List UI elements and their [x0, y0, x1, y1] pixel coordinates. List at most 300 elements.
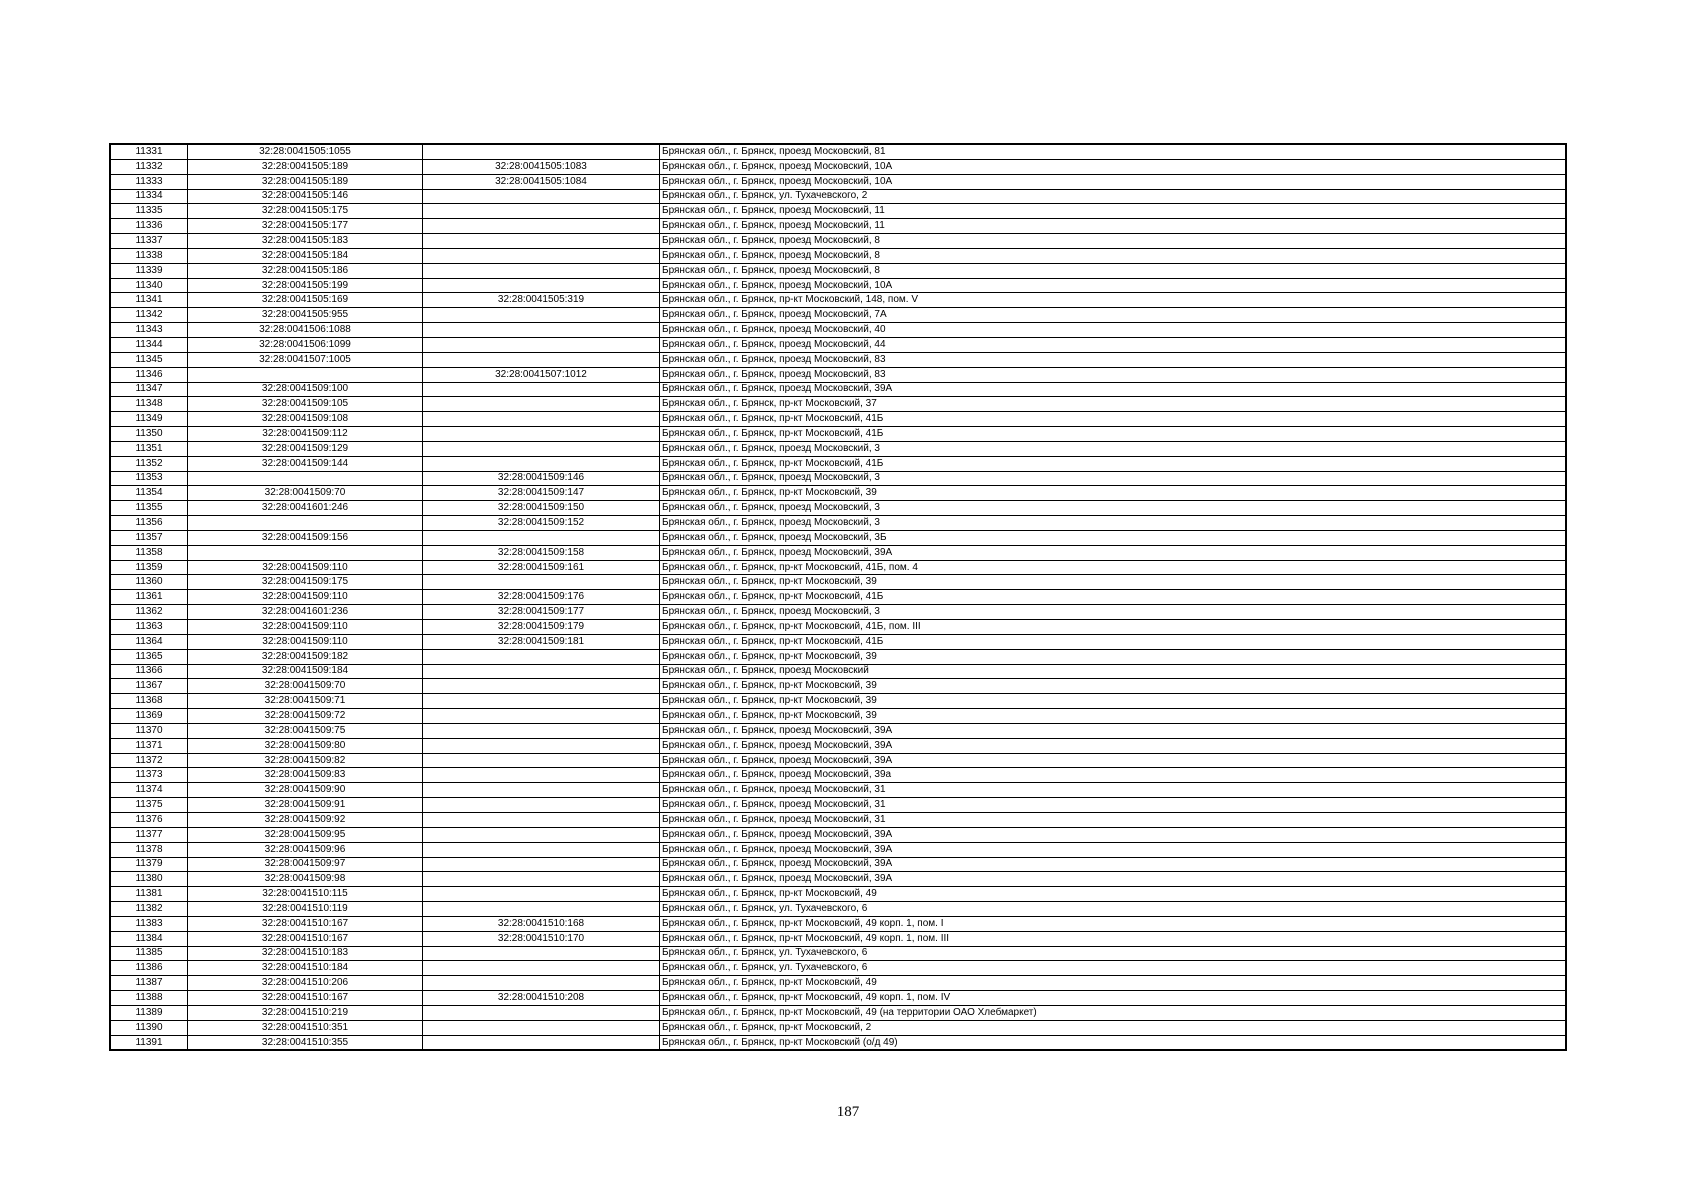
row-number-cell: 11375	[110, 798, 188, 813]
cadastral-number-cell: 32:28:0041509:144	[188, 456, 423, 471]
related-cadastral-number-cell	[423, 798, 660, 813]
row-number-cell: 11348	[110, 397, 188, 412]
row-number-cell: 11380	[110, 872, 188, 887]
related-cadastral-number-cell	[423, 902, 660, 917]
cadastral-number-cell: 32:28:0041510:206	[188, 976, 423, 991]
row-number-cell: 11358	[110, 545, 188, 560]
row-number-cell: 11356	[110, 516, 188, 531]
row-number-cell: 11343	[110, 323, 188, 338]
address-cell: Брянская обл., г. Брянск, пр-кт Московский, 2	[660, 1020, 1567, 1035]
row-number-cell: 11346	[110, 367, 188, 382]
cadastral-number-cell: 32:28:0041509:108	[188, 412, 423, 427]
cadastral-number-cell: 32:28:0041510:119	[188, 902, 423, 917]
cadastral-number-cell: 32:28:0041509:92	[188, 812, 423, 827]
address-cell: Брянская обл., г. Брянск, проезд Московский, 83	[660, 352, 1567, 367]
row-number-cell: 11338	[110, 248, 188, 263]
row-number-cell: 11376	[110, 812, 188, 827]
address-cell: Брянская обл., г. Брянск, проезд Московский, 39А	[660, 857, 1567, 872]
related-cadastral-number-cell	[423, 427, 660, 442]
table-row	[110, 887, 1566, 902]
related-cadastral-number-cell: 32:28:0041509:147	[423, 486, 660, 501]
address-cell: Брянская обл., г. Брянск, проезд Московский, 3Б	[660, 530, 1567, 545]
address-cell: Брянская обл., г. Брянск, проезд Московский, 10А	[660, 159, 1567, 174]
cadastral-number-cell: 32:28:0041509:100	[188, 382, 423, 397]
related-cadastral-number-cell	[423, 872, 660, 887]
row-number-cell: 11353	[110, 471, 188, 486]
cadastral-number-cell: 32:28:0041510:183	[188, 946, 423, 961]
row-number-cell: 11368	[110, 694, 188, 709]
table-row	[110, 144, 1566, 159]
table-row	[110, 605, 1566, 620]
related-cadastral-number-cell	[423, 738, 660, 753]
cadastral-number-cell: 32:28:0041601:236	[188, 605, 423, 620]
address-cell: Брянская обл., г. Брянск, пр-кт Московский, 41Б	[660, 412, 1567, 427]
table-row	[110, 248, 1566, 263]
address-cell: Брянская обл., г. Брянск, пр-кт Московский, 39	[660, 575, 1567, 590]
address-cell: Брянская обл., г. Брянск, проезд Московский, 39А	[660, 382, 1567, 397]
table-row	[110, 961, 1566, 976]
cadastral-number-cell: 32:28:0041509:156	[188, 530, 423, 545]
row-number-cell: 11387	[110, 976, 188, 991]
cadastral-number-cell: 32:28:0041509:110	[188, 560, 423, 575]
cadastral-number-cell: 32:28:0041505:184	[188, 248, 423, 263]
table-row	[110, 382, 1566, 397]
cadastral-number-cell: 32:28:0041505:169	[188, 293, 423, 308]
address-cell: Брянская обл., г. Брянск, проезд Московский, 39а	[660, 768, 1567, 783]
related-cadastral-number-cell: 32:28:0041507:1012	[423, 367, 660, 382]
registry-table	[109, 143, 1567, 1051]
address-cell: Брянская обл., г. Брянск, проезд Московский, 11	[660, 219, 1567, 234]
cadastral-number-cell: 32:28:0041509:97	[188, 857, 423, 872]
table-row	[110, 738, 1566, 753]
row-number-cell: 11377	[110, 827, 188, 842]
related-cadastral-number-cell	[423, 827, 660, 842]
table-row	[110, 590, 1566, 605]
row-number-cell: 11357	[110, 530, 188, 545]
table-row	[110, 516, 1566, 531]
cadastral-number-cell: 32:28:0041509:112	[188, 427, 423, 442]
cadastral-number-cell: 32:28:0041509:96	[188, 842, 423, 857]
row-number-cell: 11373	[110, 768, 188, 783]
cadastral-number-cell: 32:28:0041510:167	[188, 991, 423, 1006]
cadastral-number-cell: 32:28:0041509:75	[188, 723, 423, 738]
table-row	[110, 1005, 1566, 1020]
table-row	[110, 664, 1566, 679]
table-row	[110, 486, 1566, 501]
cadastral-number-cell: 32:28:0041507:1005	[188, 352, 423, 367]
cadastral-number-cell: 32:28:0041510:167	[188, 931, 423, 946]
related-cadastral-number-cell	[423, 382, 660, 397]
row-number-cell: 11390	[110, 1020, 188, 1035]
related-cadastral-number-cell: 32:28:0041509:158	[423, 545, 660, 560]
row-number-cell: 11382	[110, 902, 188, 917]
cadastral-number-cell: 32:28:0041509:82	[188, 753, 423, 768]
cadastral-number-cell	[188, 516, 423, 531]
address-cell: Брянская обл., г. Брянск, проезд Московский, 3	[660, 605, 1567, 620]
cadastral-number-cell: 32:28:0041509:105	[188, 397, 423, 412]
address-cell: Брянская обл., г. Брянск, проезд Московский, 39А	[660, 872, 1567, 887]
cadastral-number-cell: 32:28:0041509:91	[188, 798, 423, 813]
table-row	[110, 931, 1566, 946]
table-row	[110, 278, 1566, 293]
cadastral-number-cell	[188, 545, 423, 560]
table-row	[110, 991, 1566, 1006]
address-cell: Брянская обл., г. Брянск, проезд Московский, 3	[660, 516, 1567, 531]
cadastral-number-cell: 32:28:0041509:83	[188, 768, 423, 783]
table-row	[110, 634, 1566, 649]
table-row	[110, 753, 1566, 768]
related-cadastral-number-cell	[423, 1020, 660, 1035]
cadastral-number-cell: 32:28:0041509:129	[188, 441, 423, 456]
cadastral-number-cell: 32:28:0041510:351	[188, 1020, 423, 1035]
related-cadastral-number-cell: 32:28:0041509:181	[423, 634, 660, 649]
related-cadastral-number-cell	[423, 783, 660, 798]
row-number-cell: 11386	[110, 961, 188, 976]
related-cadastral-number-cell	[423, 219, 660, 234]
address-cell: Брянская обл., г. Брянск, пр-кт Московский, 148, пом. V	[660, 293, 1567, 308]
address-cell: Брянская обл., г. Брянск, проезд Московский, 39А	[660, 723, 1567, 738]
related-cadastral-number-cell	[423, 144, 660, 159]
address-cell: Брянская обл., г. Брянск, пр-кт Московский, 49	[660, 976, 1567, 991]
table-row	[110, 337, 1566, 352]
table-row	[110, 352, 1566, 367]
cadastral-number-cell: 32:28:0041509:70	[188, 679, 423, 694]
cadastral-number-cell: 32:28:0041510:184	[188, 961, 423, 976]
address-cell: Брянская обл., г. Брянск, пр-кт Московский, 41Б	[660, 427, 1567, 442]
table-row	[110, 916, 1566, 931]
page-number: 187	[836, 1104, 860, 1120]
address-cell: Брянская обл., г. Брянск, проезд Московский, 3	[660, 471, 1567, 486]
related-cadastral-number-cell	[423, 323, 660, 338]
related-cadastral-number-cell	[423, 857, 660, 872]
address-cell: Брянская обл., г. Брянск, пр-кт Московский, 41Б, пом. III	[660, 620, 1567, 635]
row-number-cell: 11379	[110, 857, 188, 872]
address-cell: Брянская обл., г. Брянск, проезд Московский, 3	[660, 501, 1567, 516]
cadastral-number-cell: 32:28:0041510:219	[188, 1005, 423, 1020]
related-cadastral-number-cell: 32:28:0041505:1084	[423, 174, 660, 189]
address-cell: Брянская обл., г. Брянск, пр-кт Московский, 49 корп. 1, пом. IV	[660, 991, 1567, 1006]
row-number-cell: 11347	[110, 382, 188, 397]
related-cadastral-number-cell	[423, 664, 660, 679]
row-number-cell: 11342	[110, 308, 188, 323]
related-cadastral-number-cell	[423, 441, 660, 456]
related-cadastral-number-cell	[423, 204, 660, 219]
related-cadastral-number-cell	[423, 397, 660, 412]
table-row	[110, 1035, 1566, 1050]
related-cadastral-number-cell	[423, 352, 660, 367]
row-number-cell: 11371	[110, 738, 188, 753]
address-cell: Брянская обл., г. Брянск, ул. Тухачевского, 6	[660, 902, 1567, 917]
row-number-cell: 11345	[110, 352, 188, 367]
related-cadastral-number-cell	[423, 694, 660, 709]
related-cadastral-number-cell	[423, 679, 660, 694]
cadastral-number-cell: 32:28:0041505:177	[188, 219, 423, 234]
table-row	[110, 768, 1566, 783]
address-cell: Брянская обл., г. Брянск, проезд Московский, 10А	[660, 174, 1567, 189]
related-cadastral-number-cell: 32:28:0041509:177	[423, 605, 660, 620]
table-row	[110, 827, 1566, 842]
table-row	[110, 427, 1566, 442]
address-cell: Брянская обл., г. Брянск, пр-кт Московский, 39	[660, 679, 1567, 694]
row-number-cell: 11332	[110, 159, 188, 174]
address-cell: Брянская обл., г. Брянск, проезд Московский, 39А	[660, 545, 1567, 560]
row-number-cell: 11349	[110, 412, 188, 427]
table-row	[110, 709, 1566, 724]
related-cadastral-number-cell	[423, 1035, 660, 1050]
address-cell: Брянская обл., г. Брянск, пр-кт Московский, 41Б, пом. 4	[660, 560, 1567, 575]
related-cadastral-number-cell	[423, 412, 660, 427]
row-number-cell: 11363	[110, 620, 188, 635]
address-cell: Брянская обл., г. Брянск, проезд Московский	[660, 664, 1567, 679]
row-number-cell: 11362	[110, 605, 188, 620]
row-number-cell: 11361	[110, 590, 188, 605]
cadastral-number-cell: 32:28:0041505:175	[188, 204, 423, 219]
table-row	[110, 189, 1566, 204]
table-row	[110, 560, 1566, 575]
table-row	[110, 397, 1566, 412]
address-cell: Брянская обл., г. Брянск, проезд Московский, 39А	[660, 738, 1567, 753]
address-cell: Брянская обл., г. Брянск, пр-кт Московский, 39	[660, 486, 1567, 501]
table-row	[110, 872, 1566, 887]
address-cell: Брянская обл., г. Брянск, проезд Московский, 81	[660, 144, 1567, 159]
address-cell: Брянская обл., г. Брянск, проезд Московский, 31	[660, 783, 1567, 798]
table-row	[110, 575, 1566, 590]
table-row	[110, 293, 1566, 308]
table-row	[110, 441, 1566, 456]
address-cell: Брянская обл., г. Брянск, проезд Московский, 10А	[660, 278, 1567, 293]
table-row	[110, 412, 1566, 427]
row-number-cell: 11344	[110, 337, 188, 352]
cadastral-number-cell: 32:28:0041510:355	[188, 1035, 423, 1050]
cadastral-number-cell: 32:28:0041509:72	[188, 709, 423, 724]
cadastral-number-cell: 32:28:0041509:71	[188, 694, 423, 709]
related-cadastral-number-cell: 32:28:0041509:161	[423, 560, 660, 575]
address-cell: Брянская обл., г. Брянск, пр-кт Московский, 37	[660, 397, 1567, 412]
table-row	[110, 946, 1566, 961]
cadastral-number-cell	[188, 471, 423, 486]
related-cadastral-number-cell: 32:28:0041510:170	[423, 931, 660, 946]
related-cadastral-number-cell	[423, 842, 660, 857]
table-row	[110, 219, 1566, 234]
related-cadastral-number-cell	[423, 887, 660, 902]
row-number-cell: 11351	[110, 441, 188, 456]
cadastral-number-cell: 32:28:0041505:189	[188, 159, 423, 174]
table-row	[110, 842, 1566, 857]
related-cadastral-number-cell	[423, 753, 660, 768]
address-cell: Брянская обл., г. Брянск, проезд Московский, 39А	[660, 842, 1567, 857]
table-row	[110, 902, 1566, 917]
cadastral-number-cell: 32:28:0041505:146	[188, 189, 423, 204]
cadastral-number-cell: 32:28:0041509:95	[188, 827, 423, 842]
cadastral-number-cell: 32:28:0041506:1099	[188, 337, 423, 352]
related-cadastral-number-cell	[423, 946, 660, 961]
row-number-cell: 11339	[110, 263, 188, 278]
related-cadastral-number-cell	[423, 308, 660, 323]
row-number-cell: 11352	[110, 456, 188, 471]
address-cell: Брянская обл., г. Брянск, пр-кт Московский, 41Б	[660, 634, 1567, 649]
row-number-cell: 11340	[110, 278, 188, 293]
related-cadastral-number-cell: 32:28:0041510:168	[423, 916, 660, 931]
related-cadastral-number-cell	[423, 278, 660, 293]
cadastral-number-cell: 32:28:0041505:183	[188, 234, 423, 249]
cadastral-number-cell: 32:28:0041505:199	[188, 278, 423, 293]
related-cadastral-number-cell	[423, 812, 660, 827]
table-row	[110, 530, 1566, 545]
address-cell: Брянская обл., г. Брянск, пр-кт Московский, 39	[660, 649, 1567, 664]
table-row	[110, 679, 1566, 694]
related-cadastral-number-cell	[423, 456, 660, 471]
cadastral-number-cell: 32:28:0041506:1088	[188, 323, 423, 338]
related-cadastral-number-cell: 32:28:0041509:146	[423, 471, 660, 486]
related-cadastral-number-cell: 32:28:0041510:208	[423, 991, 660, 1006]
table-row	[110, 456, 1566, 471]
row-number-cell: 11384	[110, 931, 188, 946]
table-row	[110, 234, 1566, 249]
address-cell: Брянская обл., г. Брянск, проезд Московский, 8	[660, 263, 1567, 278]
address-cell: Брянская обл., г. Брянск, пр-кт Московский, 39	[660, 694, 1567, 709]
row-number-cell: 11374	[110, 783, 188, 798]
row-number-cell: 11370	[110, 723, 188, 738]
cadastral-number-cell: 32:28:0041509:80	[188, 738, 423, 753]
table-row	[110, 976, 1566, 991]
address-cell: Брянская обл., г. Брянск, пр-кт Московский, 41Б	[660, 456, 1567, 471]
address-cell: Брянская обл., г. Брянск, проезд Московский, 3	[660, 441, 1567, 456]
table-row	[110, 1020, 1566, 1035]
table-row	[110, 471, 1566, 486]
related-cadastral-number-cell	[423, 723, 660, 738]
related-cadastral-number-cell	[423, 976, 660, 991]
cadastral-number-cell	[188, 367, 423, 382]
related-cadastral-number-cell	[423, 234, 660, 249]
row-number-cell: 11336	[110, 219, 188, 234]
address-cell: Брянская обл., г. Брянск, проезд Московский, 7А	[660, 308, 1567, 323]
cadastral-number-cell: 32:28:0041509:98	[188, 872, 423, 887]
cadastral-number-cell: 32:28:0041509:182	[188, 649, 423, 664]
row-number-cell: 11389	[110, 1005, 188, 1020]
row-number-cell: 11360	[110, 575, 188, 590]
address-cell: Брянская обл., г. Брянск, ул. Тухачевского, 2	[660, 189, 1567, 204]
address-cell: Брянская обл., г. Брянск, пр-кт Московский, 49 корп. 1, пом. III	[660, 931, 1567, 946]
address-cell: Брянская обл., г. Брянск, проезд Московский, 39А	[660, 753, 1567, 768]
cadastral-number-cell: 32:28:0041509:90	[188, 783, 423, 798]
cadastral-number-cell: 32:28:0041509:110	[188, 620, 423, 635]
address-cell: Брянская обл., г. Брянск, проезд Московский, 44	[660, 337, 1567, 352]
related-cadastral-number-cell	[423, 248, 660, 263]
table-row	[110, 545, 1566, 560]
related-cadastral-number-cell	[423, 575, 660, 590]
cadastral-number-cell: 32:28:0041505:955	[188, 308, 423, 323]
row-number-cell: 11331	[110, 144, 188, 159]
address-cell: Брянская обл., г. Брянск, проезд Московский, 40	[660, 323, 1567, 338]
address-cell: Брянская обл., г. Брянск, проезд Московский, 8	[660, 248, 1567, 263]
cadastral-number-cell: 32:28:0041509:175	[188, 575, 423, 590]
table-row	[110, 649, 1566, 664]
table-row	[110, 308, 1566, 323]
related-cadastral-number-cell	[423, 263, 660, 278]
row-number-cell: 11359	[110, 560, 188, 575]
table-row	[110, 783, 1566, 798]
table-row	[110, 798, 1566, 813]
related-cadastral-number-cell	[423, 709, 660, 724]
row-number-cell: 11355	[110, 501, 188, 516]
address-cell: Брянская обл., г. Брянск, проезд Московский, 31	[660, 812, 1567, 827]
cadastral-number-cell: 32:28:0041509:110	[188, 590, 423, 605]
address-cell: Брянская обл., г. Брянск, пр-кт Московский, 49	[660, 887, 1567, 902]
table-row	[110, 857, 1566, 872]
address-cell: Брянская обл., г. Брянск, пр-кт Московский, 49 корп. 1, пом. I	[660, 916, 1567, 931]
address-cell: Брянская обл., г. Брянск, пр-кт Московский, 41Б	[660, 590, 1567, 605]
cadastral-number-cell: 32:28:0041509:110	[188, 634, 423, 649]
row-number-cell: 11372	[110, 753, 188, 768]
address-cell: Брянская обл., г. Брянск, проезд Московский, 11	[660, 204, 1567, 219]
address-cell: Брянская обл., г. Брянск, проезд Московский, 8	[660, 234, 1567, 249]
row-number-cell: 11350	[110, 427, 188, 442]
related-cadastral-number-cell	[423, 961, 660, 976]
cadastral-number-cell: 32:28:0041510:167	[188, 916, 423, 931]
address-cell: Брянская обл., г. Брянск, проезд Московский, 83	[660, 367, 1567, 382]
related-cadastral-number-cell: 32:28:0041509:152	[423, 516, 660, 531]
cadastral-number-cell: 32:28:0041601:246	[188, 501, 423, 516]
related-cadastral-number-cell: 32:28:0041509:176	[423, 590, 660, 605]
row-number-cell: 11337	[110, 234, 188, 249]
row-number-cell: 11369	[110, 709, 188, 724]
table-row	[110, 323, 1566, 338]
table-row	[110, 159, 1566, 174]
address-cell: Брянская обл., г. Брянск, ул. Тухачевского, 6	[660, 946, 1567, 961]
row-number-cell: 11335	[110, 204, 188, 219]
row-number-cell: 11341	[110, 293, 188, 308]
row-number-cell: 11383	[110, 916, 188, 931]
address-cell: Брянская обл., г. Брянск, ул. Тухачевского, 6	[660, 961, 1567, 976]
row-number-cell: 11388	[110, 991, 188, 1006]
related-cadastral-number-cell: 32:28:0041509:179	[423, 620, 660, 635]
row-number-cell: 11378	[110, 842, 188, 857]
address-cell: Брянская обл., г. Брянск, проезд Московский, 39А	[660, 827, 1567, 842]
related-cadastral-number-cell: 32:28:0041505:1083	[423, 159, 660, 174]
row-number-cell: 11367	[110, 679, 188, 694]
related-cadastral-number-cell	[423, 1005, 660, 1020]
table-row	[110, 204, 1566, 219]
cadastral-number-cell: 32:28:0041505:186	[188, 263, 423, 278]
related-cadastral-number-cell	[423, 649, 660, 664]
related-cadastral-number-cell	[423, 768, 660, 783]
table-row	[110, 694, 1566, 709]
cadastral-number-cell: 32:28:0041510:115	[188, 887, 423, 902]
cadastral-number-cell: 32:28:0041509:184	[188, 664, 423, 679]
table-row	[110, 723, 1566, 738]
related-cadastral-number-cell	[423, 337, 660, 352]
address-cell: Брянская обл., г. Брянск, проезд Московский, 31	[660, 798, 1567, 813]
registry-table-body	[110, 144, 1566, 1050]
related-cadastral-number-cell: 32:28:0041509:150	[423, 501, 660, 516]
row-number-cell: 11391	[110, 1035, 188, 1050]
row-number-cell: 11381	[110, 887, 188, 902]
cadastral-number-cell: 32:28:0041509:70	[188, 486, 423, 501]
table-row	[110, 367, 1566, 382]
row-number-cell: 11364	[110, 634, 188, 649]
row-number-cell: 11365	[110, 649, 188, 664]
row-number-cell: 11354	[110, 486, 188, 501]
table-row	[110, 620, 1566, 635]
table-row	[110, 812, 1566, 827]
row-number-cell: 11366	[110, 664, 188, 679]
cadastral-number-cell: 32:28:0041505:189	[188, 174, 423, 189]
table-row	[110, 501, 1566, 516]
row-number-cell: 11333	[110, 174, 188, 189]
related-cadastral-number-cell: 32:28:0041505:319	[423, 293, 660, 308]
related-cadastral-number-cell	[423, 530, 660, 545]
cadastral-number-cell: 32:28:0041505:1055	[188, 144, 423, 159]
